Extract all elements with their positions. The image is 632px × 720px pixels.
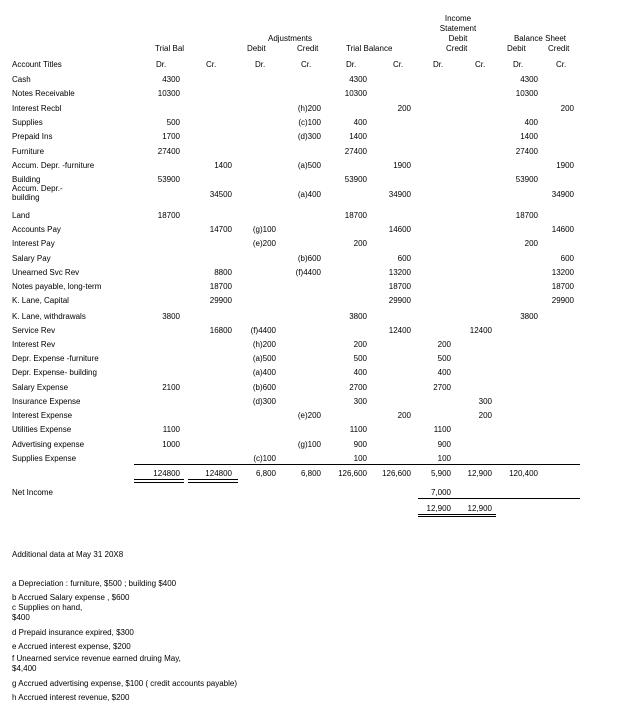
account-title: Advertising expense bbox=[12, 440, 85, 449]
cell-is-dr: 900 bbox=[437, 440, 451, 449]
total-tb-cr: 124800 bbox=[205, 469, 232, 478]
net-income-label: Net Income bbox=[12, 488, 53, 497]
cell-bs-cr: 13200 bbox=[551, 268, 574, 277]
cell-tb-dr: 10300 bbox=[157, 89, 180, 98]
account-title: Insurance Expense bbox=[12, 397, 81, 406]
total-atb-cr: 126,600 bbox=[382, 469, 411, 478]
cell-is-dr: 1100 bbox=[433, 425, 451, 434]
account-title: Building bbox=[12, 175, 41, 184]
header-atb-cr: Cr. bbox=[393, 60, 404, 69]
account-title: Salary Pay bbox=[12, 254, 51, 263]
cell-is-cr: 200 bbox=[478, 411, 492, 420]
account-title: Notes payable, long-term bbox=[12, 282, 102, 291]
account-title: Furniture bbox=[12, 147, 45, 156]
cell-atb-dr: 100 bbox=[353, 454, 367, 463]
cell-bs-cr: 18700 bbox=[551, 282, 574, 291]
cell-atb-cr: 34900 bbox=[388, 190, 411, 199]
cell-tb-cr: 29900 bbox=[209, 296, 232, 305]
final-double-rule-2 bbox=[418, 516, 496, 517]
cell-adj-dr: (d)300 bbox=[252, 397, 276, 406]
note-line: b Accrued Salary expense , $600 bbox=[12, 593, 130, 602]
cell-atb-dr: 300 bbox=[353, 397, 367, 406]
account-title: Interest Pay bbox=[12, 239, 55, 248]
cell-atb-cr: 29900 bbox=[388, 296, 411, 305]
cell-atb-cr: 13200 bbox=[388, 268, 411, 277]
account-title: Prepaid Ins bbox=[12, 132, 53, 141]
cell-tb-dr: 500 bbox=[166, 118, 180, 127]
header-trial-bal: Trial Bal bbox=[155, 44, 185, 53]
cell-bs-cr: 14600 bbox=[551, 225, 574, 234]
cell-bs-dr: 53900 bbox=[515, 175, 538, 184]
total-is-dr: 5,900 bbox=[430, 469, 451, 478]
cell-is-cr: 300 bbox=[478, 397, 492, 406]
account-title: Interest Rev bbox=[12, 340, 56, 349]
header-is-debit: Debit bbox=[448, 34, 468, 43]
cell-tb-cr: 14700 bbox=[209, 225, 232, 234]
header-adj-credit: Credit bbox=[297, 44, 319, 53]
cell-adj-dr: (c)100 bbox=[253, 454, 276, 463]
account-title: Land bbox=[12, 211, 30, 220]
note-line: e Accrued interest expense, $200 bbox=[12, 642, 131, 651]
account-title: Service Rev bbox=[12, 326, 56, 335]
totals-top-rule bbox=[134, 464, 580, 465]
cell-adj-dr: (f)4400 bbox=[250, 326, 276, 335]
cell-bs-cr: 29900 bbox=[551, 296, 574, 305]
note-line: f Unearned service revenue earned druing May, bbox=[12, 654, 181, 663]
account-title: Interest Expense bbox=[12, 411, 73, 420]
tb-dr-double-rule-2 bbox=[134, 482, 184, 483]
cell-tb-dr: 1700 bbox=[162, 132, 180, 141]
cell-atb-cr: 12400 bbox=[388, 326, 411, 335]
account-title: Salary Expense bbox=[12, 383, 69, 392]
cell-atb-cr: 200 bbox=[397, 411, 411, 420]
cell-adj-cr: (e)200 bbox=[297, 411, 321, 420]
account-title: Accum. Depr.- bbox=[12, 184, 63, 193]
note-line: d Prepaid insurance expired, $300 bbox=[12, 628, 134, 637]
final-double-rule-1 bbox=[418, 514, 496, 515]
cell-bs-dr: 18700 bbox=[515, 211, 538, 220]
cell-tb-dr: 27400 bbox=[157, 147, 180, 156]
cell-tb-dr: 2100 bbox=[162, 383, 180, 392]
header-bs-credit: Credit bbox=[548, 44, 570, 53]
net-income-is-dr: 7,000 bbox=[430, 488, 451, 497]
cell-atb-dr: 10300 bbox=[344, 89, 367, 98]
header-trial-balance: Trial Balance bbox=[346, 44, 393, 53]
cell-adj-cr: (g)100 bbox=[297, 440, 321, 449]
header-income: Income bbox=[444, 14, 472, 23]
note-line: g Accrued advertising expense, $100 ( credit accounts payable) bbox=[12, 679, 238, 688]
tb-cr-double-rule-1 bbox=[188, 479, 238, 480]
cell-adj-dr: (g)100 bbox=[252, 225, 276, 234]
total-atb-dr: 126,600 bbox=[338, 469, 367, 478]
cell-atb-dr: 18700 bbox=[344, 211, 367, 220]
cell-adj-cr: (f)4400 bbox=[295, 268, 321, 277]
cell-atb-dr: 500 bbox=[353, 354, 367, 363]
cell-atb-dr: 1400 bbox=[349, 132, 367, 141]
cell-tb-dr: 1000 bbox=[162, 440, 180, 449]
header-adj-debit: Debit bbox=[247, 44, 266, 53]
header-bs-dr: Dr. bbox=[513, 60, 524, 69]
account-title: Depr. Expense- building bbox=[12, 368, 97, 377]
header-tb-cr: Cr. bbox=[206, 60, 217, 69]
cell-tb-cr: 8800 bbox=[214, 268, 232, 277]
header-adj-dr: Dr. bbox=[255, 60, 266, 69]
final-is-dr: 12,900 bbox=[426, 504, 451, 513]
cell-adj-cr: (a)400 bbox=[297, 190, 321, 199]
cell-bs-dr: 400 bbox=[524, 118, 538, 127]
header-atb-dr: Dr. bbox=[346, 60, 357, 69]
tb-cr-double-rule-2 bbox=[188, 482, 238, 483]
cell-bs-dr: 27400 bbox=[515, 147, 538, 156]
cell-atb-cr: 200 bbox=[397, 104, 411, 113]
total-tb-dr: 124800 bbox=[153, 469, 180, 478]
account-title: Notes Receivable bbox=[12, 89, 75, 98]
note-line: $4,400 bbox=[12, 664, 37, 673]
final-is-cr: 12,900 bbox=[467, 504, 492, 513]
additional-title: Additional data at May 31 20X8 bbox=[12, 550, 124, 559]
cell-atb-dr: 200 bbox=[353, 239, 367, 248]
note-line: h Accrued interest revenue, $200 bbox=[12, 693, 130, 702]
account-title: K. Lane, withdrawals bbox=[12, 312, 86, 321]
cell-adj-cr: (a)500 bbox=[297, 161, 321, 170]
total-bs-dr: 120,400 bbox=[509, 469, 538, 478]
cell-adj-cr: (c)100 bbox=[298, 118, 321, 127]
header-bs-debit: Debit bbox=[507, 44, 526, 53]
cell-bs-cr: 200 bbox=[560, 104, 574, 113]
cell-tb-cr: 18700 bbox=[209, 282, 232, 291]
cell-adj-cr: (d)300 bbox=[297, 132, 321, 141]
net-income-rule bbox=[418, 498, 580, 499]
cell-is-dr: 200 bbox=[437, 340, 451, 349]
cell-atb-cr: 600 bbox=[397, 254, 411, 263]
total-adj-cr: 6,800 bbox=[300, 469, 321, 478]
cell-tb-dr: 1100 bbox=[162, 425, 180, 434]
cell-atb-dr: 4300 bbox=[349, 75, 367, 84]
account-title: Cash bbox=[12, 75, 31, 84]
account-title: Interest Recbl bbox=[12, 104, 62, 113]
header-bs-cr: Cr. bbox=[556, 60, 567, 69]
cell-bs-cr: 34900 bbox=[551, 190, 574, 199]
account-title: Supplies bbox=[12, 118, 43, 127]
header-tb-dr: Dr. bbox=[156, 60, 167, 69]
cell-adj-dr: (a)400 bbox=[252, 368, 276, 377]
cell-bs-cr: 1900 bbox=[556, 161, 574, 170]
cell-atb-dr: 400 bbox=[353, 118, 367, 127]
cell-tb-dr: 3800 bbox=[162, 312, 180, 321]
cell-atb-dr: 2700 bbox=[349, 383, 367, 392]
header-adj-cr: Cr. bbox=[301, 60, 312, 69]
cell-atb-dr: 1100 bbox=[349, 425, 367, 434]
cell-bs-dr: 10300 bbox=[515, 89, 538, 98]
cell-bs-cr: 600 bbox=[560, 254, 574, 263]
cell-atb-cr: 14600 bbox=[388, 225, 411, 234]
cell-bs-dr: 200 bbox=[524, 239, 538, 248]
cell-adj-dr: (b)600 bbox=[252, 383, 276, 392]
note-line: $400 bbox=[12, 613, 30, 622]
cell-is-dr: 100 bbox=[437, 454, 451, 463]
account-title: Utilities Expense bbox=[12, 425, 72, 434]
cell-is-cr: 12400 bbox=[469, 326, 492, 335]
cell-tb-dr: 4300 bbox=[162, 75, 180, 84]
cell-bs-dr: 1400 bbox=[520, 132, 538, 141]
cell-atb-dr: 900 bbox=[353, 440, 367, 449]
cell-is-dr: 2700 bbox=[433, 383, 451, 392]
cell-adj-cr: (b)600 bbox=[297, 254, 321, 263]
cell-atb-dr: 53900 bbox=[344, 175, 367, 184]
account-title: Accum. Depr. -furniture bbox=[12, 161, 95, 170]
header-is-credit: Credit bbox=[446, 44, 468, 53]
cell-adj-dr: (a)500 bbox=[252, 354, 276, 363]
tb-dr-double-rule-1 bbox=[134, 479, 184, 480]
header-account-titles: Account Titles bbox=[12, 60, 62, 69]
account-title: Accounts Pay bbox=[12, 225, 61, 234]
header-is-dr: Dr. bbox=[433, 60, 444, 69]
header-adjustments: Adjustments bbox=[267, 34, 313, 43]
header-is-cr: Cr. bbox=[475, 60, 486, 69]
account-title-cont: building bbox=[12, 193, 40, 202]
note-line: a Depreciation : furniture, $500 ; building $400 bbox=[12, 579, 177, 588]
header-statement: Statement bbox=[439, 24, 477, 33]
account-title: K. Lane, Capital bbox=[12, 296, 69, 305]
cell-bs-dr: 3800 bbox=[520, 312, 538, 321]
cell-atb-dr: 3800 bbox=[349, 312, 367, 321]
account-title: Depr. Expense -furniture bbox=[12, 354, 99, 363]
cell-is-dr: 400 bbox=[437, 368, 451, 377]
cell-atb-cr: 1900 bbox=[393, 161, 411, 170]
total-adj-dr: 6,800 bbox=[255, 469, 276, 478]
cell-is-dr: 500 bbox=[437, 354, 451, 363]
account-title: Unearned Svc Rev bbox=[12, 268, 80, 277]
cell-atb-cr: 18700 bbox=[388, 282, 411, 291]
note-line: c Supplies on hand, bbox=[12, 603, 83, 612]
cell-atb-dr: 27400 bbox=[344, 147, 367, 156]
cell-adj-cr: (h)200 bbox=[297, 104, 321, 113]
cell-tb-cr: 16800 bbox=[209, 326, 232, 335]
cell-tb-dr: 18700 bbox=[157, 211, 180, 220]
cell-atb-dr: 200 bbox=[353, 340, 367, 349]
cell-bs-dr: 4300 bbox=[520, 75, 538, 84]
cell-atb-dr: 400 bbox=[353, 368, 367, 377]
cell-tb-dr: 53900 bbox=[157, 175, 180, 184]
cell-adj-dr: (e)200 bbox=[252, 239, 276, 248]
cell-adj-dr: (h)200 bbox=[252, 340, 276, 349]
total-is-cr: 12,900 bbox=[467, 469, 492, 478]
header-balance-sheet: Balance Sheet bbox=[513, 34, 567, 43]
cell-tb-cr: 34500 bbox=[209, 190, 232, 199]
cell-tb-cr: 1400 bbox=[214, 161, 232, 170]
account-title: Supplies Expense bbox=[12, 454, 77, 463]
